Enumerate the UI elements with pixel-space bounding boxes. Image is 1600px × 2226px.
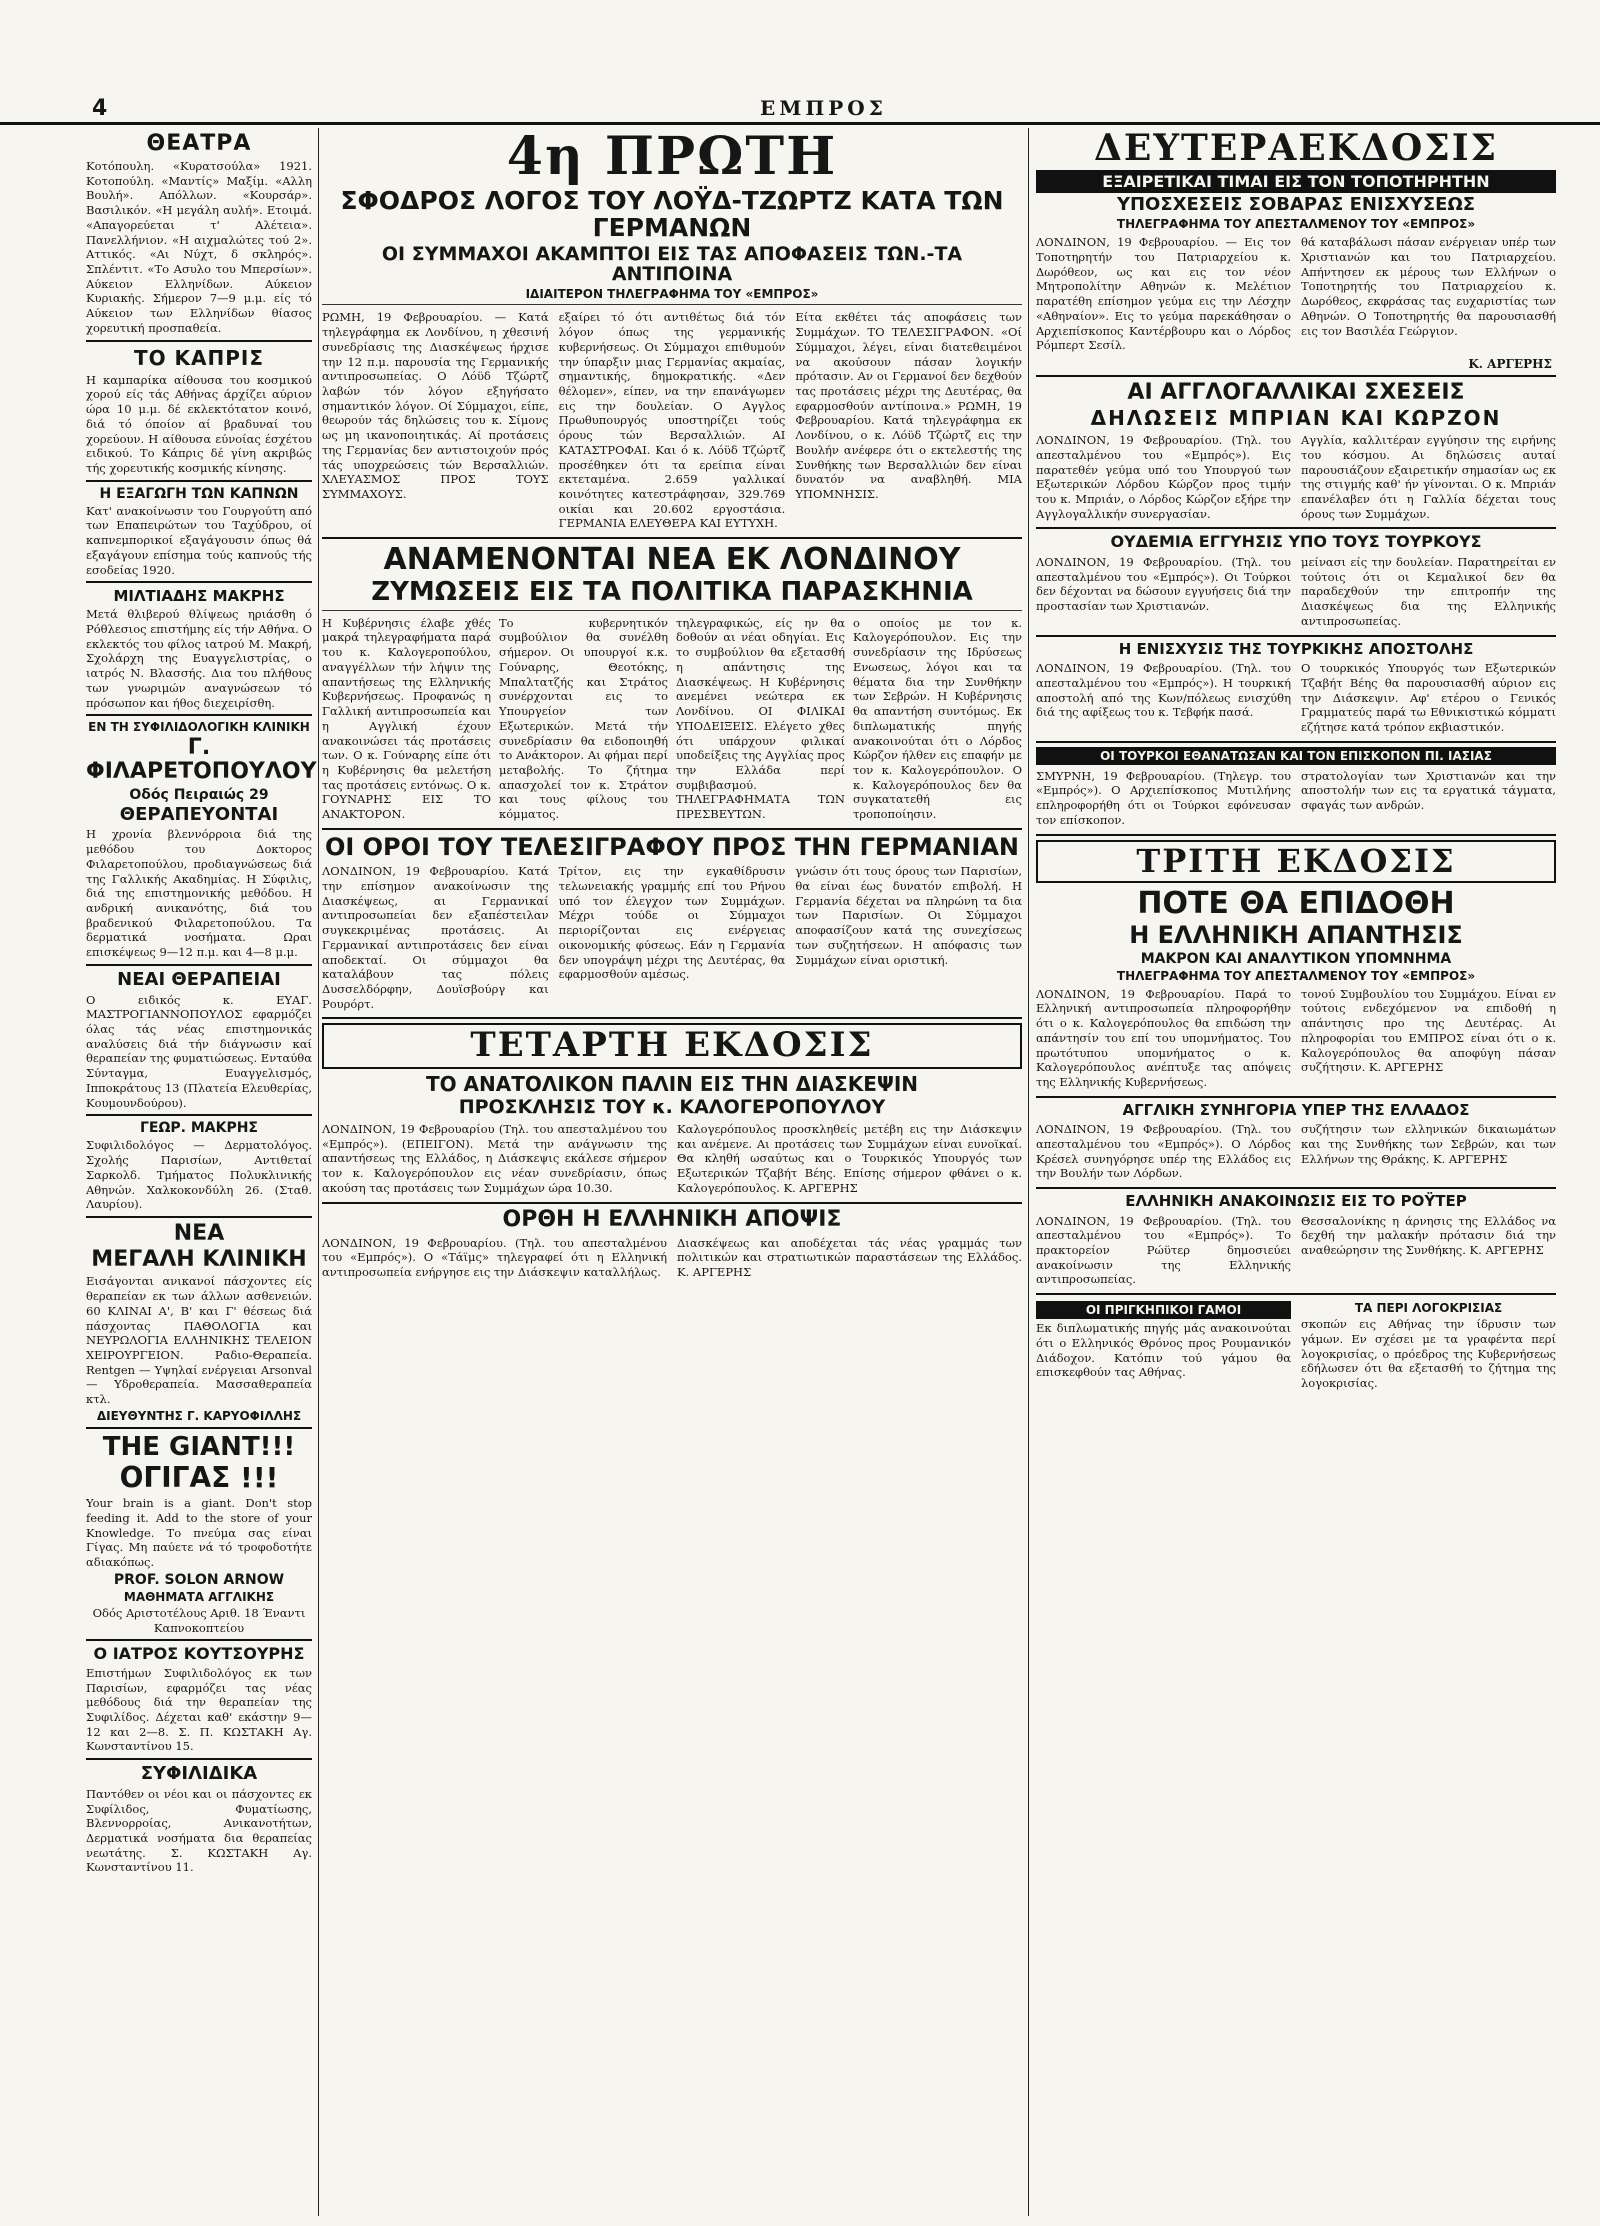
story5-col1: ΛΟΝΔΙΝΟΝ, 19 Φεβρουαρίου. (Τηλ. του απεσταλμένου του «Εμπρός»). Ο «Τάϊμς» τηλεγραφεί ότι η Ελληνική αντιπροσωπεία ενήργησε εις την Διάσκεψιν καταλλήλως. bbox=[322, 1235, 667, 1280]
bottom-right-body bbox=[1036, 1299, 1556, 1393]
third-body bbox=[1036, 985, 1556, 1092]
page-number: 4 bbox=[92, 96, 108, 121]
story2-title2: ΖΥΜΩΣΕΙΣ ΕΙΣ ΤΑ ΠΟΛΙΤΙΚΑ ΠΑΡΑΣΚΗΝΙΑ bbox=[371, 577, 973, 608]
story4-col1: ΛΟΝΔΙΝΟΝ, 19 Φεβρουαρίου (Τηλ. του απεσταλμένου του «Εμπρός»). (ΕΠΕΙΓΟΝ). Μετά την ανάγνωσιν της απαντήσεως της Ελλάδος, η Διάσκεψις εκάλεσε σήμερον τον κ. Καλογερόπουλον εις νέαν συνεδρίασιν, όπως ακούση τας προτάσεις των Συμμάχων ώρα 10.30. bbox=[322, 1121, 667, 1195]
ally-title: ΑΓΓΛΙΚΗ ΣΥΝΗΓΟΡΙΑ ΥΠΕΡ ΤΗΣ ΕΛΛΑΔΟΣ bbox=[1122, 1100, 1470, 1119]
ally-body bbox=[1036, 1120, 1556, 1183]
top-banner: 4η ΠΡΩΤΗ bbox=[506, 128, 838, 187]
reuters-col2: Θεσσαλονίκης η άρνησις της Ελλάδος να δεχθή την μαλακήν πρότασιν διά την αναθεώρησιν της Συνθήκης. Κ. ΑΡΓΕΡΗΣ bbox=[1301, 1213, 1556, 1258]
kapris-text: Η καμπαρίκα αίθουσα του κοσμικού χορού είς τάς Αθήνας άρχίζει αύριον ώρα 10 μ.μ. δέ εκλεκτότατον κοινό, διά τό όποίον αί βραδυναί του χορεύουν. Η αίθουσα εύνοίας έσχέτου ειδικού. Το Κάπρις δέ γίνη ακριβώς τής χορευτικής κοσμικής κίνησης. bbox=[86, 372, 312, 475]
story3-col3: γνώσιν ότι τους όρους των Παρισίων, θα είναι έως δυνατόν επιβολή. Η Γερμανία δέχεται να πληρώνη τα δια των Παρισίων. Οι Σύμμαχοι αποφασίζουν κατά της συνεχίσεως των συζητήσεων. Η απόφασις των Συμμάχων είναι οριστική. bbox=[795, 864, 1022, 967]
aid-col1: ΛΟΝΔΙΝΟΝ, 19 Φεβρουαρίου. (Τηλ. του απεσταλμένου του «Εμπρός»). Η τουρκική αποστολή από της Κων/πόλεως ενισχύθη διά της αφίξεως του κ. Τεβφήκ πασά. bbox=[1036, 661, 1291, 720]
left-column bbox=[86, 128, 319, 2216]
makris2-title: ΓΕΩΡ. ΜΑΚΡΗΣ bbox=[140, 1120, 258, 1137]
story1-body bbox=[322, 308, 1022, 533]
relations-title2: ΔΗΛΩΣΕΙΣ ΜΠΡΙΑΝ ΚΑΙ ΚΩΡΖΟΝ bbox=[1090, 406, 1502, 431]
koutsouris-title: Ο ΙΑΤΡΟΣ ΚΟΥΤΣΟΥΡΗΣ bbox=[93, 1644, 305, 1664]
megali-text: Εισάγονται ανικανοί πάσχοντες είς θεραπείαν εκ των άλλων ασθενειών. 60 ΚΛΙΝΑΙ Α', Β' και Γ' θέσεως διά πάσχοντας ΠΑΘΟΛΟΓΙΑ και ΝΕΥΡΩΛΟΓΙΑ ΕΛΛΗΝΙΚΗΣ ΤΕΛΕΙΟΝ ΧΕΙΡΟΥΡΓΕΙΟΝ. Ραδιο-Θεραπεία. Rentgen — Υψηλαί ενέργειαι Arsonval — Υδροθεραπεία. Μασσαθεραπεία κτλ. bbox=[86, 1274, 312, 1407]
third-banner: ΤΡΙΤΗ ΕΚΔΟΣΙΣ bbox=[1036, 840, 1556, 884]
story3-col1: ΛΟΝΔΙΝΟΝ, 19 Φεβρουαρίου. Κατά την επίσημον ανακοίνωσιν της Διασκέψεως, αι Γερμανικαί αντιπροσωπείαι δεν εξαπέστειλαν συγκεκριμένας προτάσεις. Αι Γερμανικαί αντιπροτάσεις δεν είναι αποδεκταί. Οι σύμμαχοι θα καταλάβουν τας πόλεις Δυσσελδόρφην, Δουϊσβούργ και Ρουρόρτ. bbox=[322, 864, 549, 1011]
censor-title: ΤΑ ΠΕΡΙ ΛΟΓΟΚΡΙΣΙΑΣ bbox=[1354, 1301, 1503, 1316]
makris2-text: Συφιλιδολόγος — Δερματολόγος. Σχολής Παρισίων, Αντιθεταί Σαρκολδ. Τμήματος Πολυκλινικής Αθηνών. Χαλκοκονδύλη 26. (Σταθ. Λαυρίου). bbox=[86, 1138, 312, 1212]
solon-address: Οδός Αριστοτέλους Αριθ. 18 Έναντι Καπνοκοπτείου bbox=[92, 1605, 306, 1635]
ally-col2: συζήτησιν των ελληνικών δικαιωμάτων και της Συνθήκης των Σεβρών, και των Ελλήνων της Θράκης. Κ. ΑΡΓΕΡΗΣ bbox=[1301, 1122, 1556, 1166]
censor-text: σκοπών εις Αθήνας την ίδρυσιν των γάμων. Εν σχέσει με τα γραφέντα περί λογοκρισίας, ο πρόεδρος της Κυβερνήσεως εδήλωσεν ότι θα εξετασθή το ζήτημα της λογοκρισίας. bbox=[1301, 1317, 1556, 1391]
clinic-therapy: ΘΕΡΑΠΕΥΟΝΤΑΙ bbox=[119, 803, 279, 825]
giant-title: THE GIANT!!! bbox=[102, 1431, 296, 1462]
story4-title2: ΠΡΟΣΚΛΗΣΙΣ ΤΟΥ κ. ΚΑΛΟΓΕΡΟΠΟΥΛΟΥ bbox=[458, 1096, 886, 1119]
right-telegram-note: ΤΗΛΕΓΡΑΦΗΜΑ ΤΟΥ ΑΠΕΣΤΑΛΜΕΝΟΥ ΤΟΥ «ΕΜΠΡΟΣ» bbox=[1116, 217, 1476, 232]
turks-body bbox=[1036, 553, 1556, 631]
story2-col3: τηλεγραφικώς, είς ην θα δοθούν αι νέαι οδηγίαι. Εις το συμβούλιον θα εξετασθή η απάντησις της Διασκέψεως. Η Κυβέρνησις ανεμένει νεώτερα εκ Λονδίνου. ΟΙ ΦΙΛΙΚΑΙ ΥΠΟΔΕΙΞΕΙΣ. Ελέγετο χθες ότι υπάρχουν φιλικαί υποδείξεις της Αγγλίας προς την Ελλάδα περί συμβιβασμού. ΤΗΛΕΓΡΑΦΗΜΑΤΑ ΤΩΝ ΠΡΕΣΒΕΥΤΩΝ. bbox=[676, 615, 845, 822]
third-col2: τονού Συμβουλίου του Συμμάχου. Είναι εν τούτοις ενδεχόμενον να επιδοθή η απάντησις προ της Δευτέρας. Αι πληροφορίαι του ΕΜΠΡΟΣ είναι ότι ο κ. Καλογερόπουλος θα αποφύγη πάσαν συζήτησιν. Κ. ΑΡΓΕΡΗΣ bbox=[1301, 986, 1556, 1075]
makris-title: ΜΙΛΤΙΑΔΗΣ ΜΑΚΡΗΣ bbox=[113, 587, 285, 606]
aid-body bbox=[1036, 659, 1556, 737]
third-title1: ΠΟΤΕ ΘΑ ΕΠΙΔΟΘΗ bbox=[1137, 886, 1455, 922]
headline-1: ΣΦΟΔΡΟΣ ΛΟΓΟΣ ΤΟΥ ΛΟΫΔ-ΤΖΩΡΤΖ ΚΑΤΑ ΤΩΝ ΓΕΡΜΑΝΩΝ bbox=[340, 185, 1004, 243]
story5-col2: Διασκέψεως και αποδέχεται τάς νέας γραμμάς των πολιτικών και στρατιωτικών παραστάσεων της Ελλάδος. Κ. ΑΡΓΕΡΗΣ bbox=[677, 1235, 1022, 1280]
crete-title: ΟΙ ΤΟΥΡΚΟΙ ΕΘΑΝΑΤΩΣΑΝ ΚΑΙ ΤΟΝ ΕΠΙΣΚΟΠΟΝ ΠΙ. ΙΑΣΙΑΣ bbox=[1036, 747, 1556, 765]
story1-col2: εξαίρει τό ότι αντιθέτως διά τόν λόγον όπως της γερμανικής κυβερνήσεως. Οι Σύμμαχοι επιθυμούν την ύπαρξιν μιας Γερμανίας ακμαίας, σημαντικής, δημοκρατικής. «Δεν θέλομεν», είπεν, να την επανάγωμεν εις την δουλείαν. Ο Αγγλος Πρωθυπουργός υποστηρίζει τούς όρους τών Βερσαλλιών. ΑΙ ΚΑΤΑΣΤΡΟΦΑΙ. Και ό κ. Λόϋδ Τζώρτζ προσέθηκεν ότι τα ερείπια είναι εκτεταμένα. 2.659 γαλλικαί κοινότητες κατεστράφησαν, 329.769 οικίαι και 20.602 εργοστάσια. ΓΕΡΜΑΝΙΑ ΕΛΕΥΘΕΡΑ ΚΑΙ ΕΥΤΥΧΗ. bbox=[558, 310, 786, 531]
relations-col1: ΛΟΝΔΙΝΟΝ, 19 Φεβρουαρίου. (Τηλ. του απεσταλμένου του «Εμπρός»). Εις παρατεθέν γεύμα υπό του Υπουργού των Εξωτερικών Λόρδου Κώρζον προς τιμήν του κ. Μπριάν, ο Λόρδος Κώρζον εξήρε την Αγγλογαλλικήν συνεργασίαν. bbox=[1036, 433, 1291, 521]
story5-title: ΟΡΘΗ Η ΕΛΛΗΝΙΚΗ ΑΠΟΨΙΣ bbox=[502, 1206, 842, 1232]
aid-col2: Ο τουρκικός Υπουργός των Εξωτερικών Τζαβήτ Βέης θα παρουσιασθή αύριον εις την Διάσκεψιν. Αφ' ετέρου ο Γενικός Γραμματεύς παρά τω Εθνικιστικώ κόμματι εζήτησε κατά τρόπον εκβιαστικόν. bbox=[1301, 661, 1556, 734]
crete-col2: στρατολογίαν των Χριστιανών και την αποστολήν των εις τα εργατικά τάγματα, σφαγάς των ανδρών. bbox=[1301, 768, 1556, 813]
story3-col2: Τρίτον, εις την εγκαθίδρυσιν τελωνειακής γραμμής επί του Ρήνου υπό τον έλεγχον των Συμμάχων. Μέχρι τούδε οι Σύμμαχοι περιορίζονται εις ενέργειας οικονομικής φύσεως. Εάν η Γερμανία δεν υπογράψη μέχρι της Δευτέρας, θα εφαρμοσθούν αμέσως. bbox=[558, 864, 786, 982]
giant-text: Your brain is a giant. Don't stop feeding it. Add to the store of your Knowledge. Το πνεύμα σας είναι Γίγας. Μη παύετε νά τό τροφοδοτήτε αδιακόπως. bbox=[86, 1496, 312, 1570]
aid-title: Η ΕΝΙΣΧΥΣΙΣ ΤΗΣ ΤΟΥΡΚΙΚΗΣ ΑΠΟΣΤΟΛΗΣ bbox=[1118, 639, 1474, 658]
koutsouris-text: Επιστήμων Συφιλιδολόγος εκ των Παρισίων, εφαρμόζει τας νέας μεθόδους διά την θεραπείαν της Συφιλίδος. Δέχεται καθ' εκάστην 9—12 και 2—8. Σ. Π. ΚΩΣΤΑΚΗ Αγ. Κωνσταντίνου 15. bbox=[86, 1665, 312, 1754]
middle-column bbox=[322, 128, 1029, 2216]
turks-col2: μείνασι είς την δουλείαν. Παρατηρείται εν τούτοις ότι οι Κεμαλικοί δεν θα παραδεχθούν την επιτροπήν της Διασκέψεως δια της Ελληνικής αντιπροσωπείας. bbox=[1301, 555, 1556, 628]
story3-title: ΟΙ ΟΡΟΙ ΤΟΥ ΤΕΛΕΣΙΓΡΑΦΟΥ ΠΡΟΣ ΤΗΝ ΓΕΡΜΑΝΙΑΝ bbox=[324, 832, 1020, 861]
newspaper-name: ΕΜΠΡΟΣ bbox=[760, 96, 887, 120]
theatres-text: Κοτόπουλη. «Κυρατσούλα» 1921. Κοτοπούλη. «Μαντίς» Μαξίμ. «Αλλη Βουλή». Απόλλων. «Κουρσάρ». Βασιλικόν. «Η μεγάλη αυλή». Ετοιμά. «Απαγορεύεται τ' Αλέτεια». Πανελλήνιον. «Η αιχμαλώτες τού 2». Αττικός. «Αι Νύχτ, δ σκληρός». Σπλέντιτ. «Το Ασυλο του Μπερσίων». Αύκειον Ελληνίδων. Αύκειον Κυριακής. Σήμερον 7—9 μ.μ. είς τό Αύκειον των Ελληνίδων θίασος χορευτική προσπαθεία. bbox=[86, 159, 312, 335]
clinic-text: Η χρονία βλεννόρροια διά της μεθόδου του Δοκτορος Φιλαρετοπούλου, προδιαγνώσεως διά της Γαλλικής Ακαδημίας. Η Σύφιλις, διά της επιστημονικής μεθόδου. Η ανδρική ανικανότης, διά του βραδενικού Φιλαρετοπούλου. Τα δερματικά νοσήματα. Ωραι επισκέψεως 9—12 π.μ. και 4—8 μ.μ. bbox=[86, 827, 312, 960]
relations-col2: Αγγλία, καλλιτέραν εγγύησιν της ειρήνης του κόσμου. Αι δηλώσεις αυταί παρουσιάζουν εξαιρετικήν σημασίαν ως εκ της στιγμής καθ' ήν γίνονται. Ο κ. Μπριάν επανέλαβεν ότι η Γαλλία δέχεται τους όρους των Συμμάχων. bbox=[1301, 433, 1556, 521]
right-headline-1: ΕΞΑΙΡΕΤΙΚΑΙ ΤΙΜΑΙ ΕΙΣ ΤΟΝ ΤΟΠΟΤΗΡΗΤΗΝ bbox=[1036, 170, 1556, 194]
prince-title: ΟΙ ΠΡΙΓΚΗΠΙΚΟΙ ΓΑΜΟΙ bbox=[1036, 1301, 1291, 1319]
right-banner: ΔΕΥΤΕΡΑΕΚΔΟΣΙΣ bbox=[1093, 128, 1499, 169]
story3-body bbox=[322, 862, 1022, 1013]
right-story1-col2: θά καταβάλωσι πάσαν ενέργειαν υπέρ των Χριστιανών και του Πατριαρχείου. Απήντησεν εκ μέρους των Ελλήνων ο Τοποτηρητής του Πατριαρχείου κ. Δωρόθεος, εκφράσας τας ευχαριστίας των Αθηνών. Ο Τοποτηρητής θα παρουσιασθή εις τον Βασιλέα Γεώργιον. bbox=[1301, 235, 1556, 338]
ogigas-title: ΟΓΙΓΑΣ !!! bbox=[119, 1461, 279, 1495]
solon-title: PROF. SOLON ARNOW bbox=[113, 1571, 285, 1588]
kapris-title: ΤΟ ΚΑΠΡΙΣ bbox=[133, 345, 265, 370]
story4-title1: ΤΟ ΑΝΑΤΟΛΙΚΟΝ ΠΑΛΙΝ ΕΙΣ ΤΗΝ ΔΙΑΣΚΕΨΙΝ bbox=[425, 1072, 919, 1097]
neai-title: ΝΕΑΙ ΘΕΡΑΠΕΙΑΙ bbox=[117, 968, 281, 990]
story4-col2: Καλογερόπουλος προσκληθείς μετέβη εις την Διάσκεψιν και ανέμενε. Αι προτάσεις των Συμμάχων είναι ευνοϊκαί. Θα κληθή ωσαύτως και ο Τουρκικός Υπουργός των Εξωτερικών Τζαβήτ Βέης. Επίσης σήμερον φθάνει ο κ. Καλογερόπουλος. Κ. ΑΡΓΕΡΗΣ bbox=[677, 1121, 1022, 1195]
right-column bbox=[1036, 128, 1556, 2216]
third-col1: ΛΟΝΔΙΝΟΝ, 19 Φεβρουαρίου. Παρά το Ελληνική αντιπροσωπεία πληροφορήθην ότι ο κ. Καλογερόπουλος θα επιδώση την απάντησίν του επί του υπομνήματος. Του πρωτότυπου υπομνήματος ο κ. Καλογερόπουλος ανέπτυξε τας απόψεις της Ελληνικής Κυβερνήσεως. bbox=[1036, 986, 1291, 1089]
story1-col1: ΡΩΜΗ, 19 Φεβρουαρίου. — Κατά τηλεγράφημα εκ Λονδίνου, η χθεσινή συνεδρίασις της Διασκέψεως ήρχισε την 12 π.μ. παρουσία της Γερμανικής αντιπροσωπείας. Ο Λόϋδ Τζώρτζ λαβών τόν λόγον εξηγήσατο σημαντικόν λόγον. Οί Σύμμαχοι, είπε, θεωρούν τάς δηλώσεις του κ. Σίμονς ως μη ικανοποιητικάς. Αί προτάσεις της Γερμανίας δεν αντιστοιχούν πρός τάς υποχρεώσεις τών Βερσαλλιών. ΧΛΕΥΑΣΜΟΣ ΠΡΟΣ ΤΟΥΣ ΣΥΜΜΑΧΟΥΣ. bbox=[322, 310, 549, 501]
story1-col3: Είτα εκθέτει τάς αποφάσεις των Συμμάχων. ΤΟ ΤΕΛΕΣΙΓΡΑΦΟΝ. «Οί Σύμμαχοι, λέγει, είναι διατεθειμένοι να ακούσουν πάσαν λογικήν πρότασιν. Αν οι Γερμανοί δεν δεχθούν τας προτάσεις μέχρι της Δευτέρας, θα εφαρμοσθούν αντίποινα.» ΡΩΜΗ, 19 Φεβρουαρίου. Κατά τηλεγράφημα εκ Λονδίνου, ο κ. Λόϋδ Τζώρτζ εις την Βουλήν ανέφερε ότι ο εκτελεστής της Συνθήκης των Βερσαλλιών δεν είναι δυνατόν να αναβληθή. ΜΙΑ ΥΠΟΜΝΗΣΙΣ. bbox=[795, 310, 1022, 501]
third-note: ΤΗΛΕΓΡΑΦΗΜΑ ΤΟΥ ΑΠΕΣΤΑΛΜΕΝΟΥ ΤΟΥ «ΕΜΠΡΟΣ» bbox=[1116, 968, 1476, 983]
nea-title: ΝΕΑ bbox=[173, 1221, 225, 1247]
neai-text: Ο ειδικός κ. ΕΥΑΓ. ΜΑΣΤΡΟΓΙΑΝΝΟΠΟΥΛΟΣ εφαρμόζει όλας τάς νέας επιστημονικάς αναλύσεις διά τήν διάγνωσιν καί θεραπείαν της φυματιώσεως. Ενταύθα Σύνταγμα, Ευαγγελισμός, Ιπποκράτους 13 (Πλατεία Ελευθερίας, Κουμουνδούρου). bbox=[86, 992, 312, 1110]
story2-title1: ΑΝΑΜΕΝΟΝΤΑΙ ΝΕΑ ΕΚ ΛΟΝΔΙΝΟΥ bbox=[383, 542, 961, 578]
headline-2: ΟΙ ΣΥΜΜΑΧΟΙ ΑΚΑΜΠΤΟΙ ΕΙΣ ΤΑΣ ΑΠΟΦΑΣΕΙΣ ΤΩΝ.-ΤΑ ΑΝΤΙΠΟΙΝΑ bbox=[381, 242, 963, 286]
syfilidika-title: ΣΥΦΙΛΙΔΙΚΑ bbox=[140, 1763, 258, 1785]
crete-col1: ΣΜΥΡΝΗ, 19 Φεβρουαρίου. (Τηλεγρ. του «Εμπρός»). Ο Αρχιεπίσκοπος Μυτιλήνης επληροφορήθη ότι οι Τούρκοι εφόνευσαν τον επίσκοπον. bbox=[1036, 768, 1291, 827]
right-headline-2: ΥΠΟΣΧΕΣΕΙΣ ΣΟΒΑΡΑΣ ΕΝΙΣΧΥΣΕΩΣ bbox=[1116, 194, 1476, 216]
story4-body bbox=[322, 1120, 1022, 1198]
reuters-col1: ΛΟΝΔΙΝΟΝ, 19 Φεβρουαρίου. (Τηλ. του απεσταλμένου του «Εμπρός»). Το πρακτορείον Ρώϋτερ δημοσιεύει ανακοίνωσιν της Ελληνικής αντιπροσωπείας. bbox=[1036, 1213, 1291, 1287]
reuters-title: ΕΛΛΗΝΙΚΗ ΑΝΑΚΟΙΝΩΣΙΣ ΕΙΣ ΤΟ ΡΟΫΤΕΡ bbox=[1125, 1192, 1467, 1211]
relations-title1: ΑΙ ΑΓΓΛΟΓΑΛΛΙΚΑΙ ΣΧΕΣΕΙΣ bbox=[1127, 379, 1465, 405]
tobacco-title: Η ΕΞΑΓΩΓΗ ΤΩΝ ΚΑΠΝΩΝ bbox=[99, 485, 299, 502]
third-title3: ΜΑΚΡΟΝ ΚΑΙ ΑΝΑΛΥΤΙΚΟΝ ΥΠΟΜΝΗΜΑ bbox=[1140, 950, 1452, 967]
story2-col1: Η Κυβέρνησις έλαβε χθές μακρά τηλεγραφήματα παρά του κ. Καλογεροπούλου, αναγγέλλων τήν λήψιν της απαντήσεως της Ελληνικής Κυβερνήσεως. Προφανώς η Γαλλική αντιπροσωπεία και η Αγγλική έχουν ανακοινώσει τάς προτάσεις των. Ο κ. Γούναρης είπε ότι η Κυβέρνησις θα μελετήση τας προτάσεις εντόνως. Ο κ. ΓΟΥΝΑΡΗΣ ΕΙΣ ΤΟ ΑΝΑΚΤΟΡΟΝ. bbox=[322, 615, 491, 822]
crete-body bbox=[1036, 767, 1556, 830]
reuters-body bbox=[1036, 1212, 1556, 1290]
prince-text: Εκ διπλωματικής πηγής μάς ανακοινούται ότι ο Ελληνικός Θρόνος προς Ρουμανικόν Διάδοχον. Κατόπιν τού γάμου θα επισκεφθούν τας Αθήνας. bbox=[1036, 1321, 1291, 1380]
signature: Κ. ΑΡΓΕΡΗΣ bbox=[1468, 356, 1552, 371]
tobacco-text: Κατ' ανακοίνωσιν του Γουργούτη από των Επαπειρώτων του Ταχύδρου, οί καπνεμπορικοί εξαγάγουσιν όπως θά εξαγάγουν επίσημα τούς καπνούς τής εσοδείας 1920. bbox=[86, 503, 312, 577]
story2-body bbox=[322, 614, 1022, 824]
syfilidika-text: Παντόθεν οι νέοι και οι πάσχοντες εκ Συφίλιδος, Φυματίωσης, Βλεννορροίας, Ανικανοτήτων, Δερματικά νοσήματα δια θεραπείας νεωτάτης. Σ. ΚΩΣΤΑΚΗ Αγ. Κωνσταντίνου 11. bbox=[86, 1786, 312, 1875]
subhead: ΙΔΙΑΙΤΕΡΟΝ ΤΗΛΕΓΡΑΦΗΜΑ ΤΟΥ «ΕΜΠΡΟΣ» bbox=[525, 287, 819, 302]
relations-body bbox=[1036, 431, 1556, 523]
makris-text: Μετά θλιβερού θλίψεως ηριάσθη ό Ρόθλεσιος επιστήμης είς τήν Αθήνα. Ο εκλεκτός του φίλος ιατρού Μ. Μακρή, Σχολάρχη της Ευαγγελιστρίας, ο ιατρός Ν. Βλασσής. Δια του πλήθους των γνωριμών αναγνώσεων τό πρόσωπον και ήθος διεχειρίσθη. bbox=[86, 607, 312, 710]
clinic-title: ΕΝ ΤΗ ΣΥΦΙΛΙΔΟΛΟΓΙΚΗ ΚΛΙΝΙΚΗ bbox=[88, 720, 310, 735]
third-title2: Η ΕΛΛΗΝΙΚΗ ΑΠΑΝΤΗΣΙΣ bbox=[1129, 921, 1463, 950]
turks-col1: ΛΟΝΔΙΝΟΝ, 19 Φεβρουαρίου. (Τηλ. του απεσταλμένου του «Εμπρός»). Οι Τούρκοι δεν δέχονται να δώσουν εγγυήσεις διά την προστασίαν των Χριστιανών. bbox=[1036, 555, 1291, 614]
story4-banner: ΤΕΤΑΡΤΗ ΕΚΔΟΣΙΣ bbox=[322, 1023, 1022, 1069]
ally-col1: ΛΟΝΔΙΝΟΝ, 19 Φεβρουαρίου. (Τηλ. του απεσταλμένου του «Εμπρός»). Ο Λόρδος Κρέσελ συνηγόρησε υπέρ της Ελλάδος εις την Βουλήν των Λόρδων. bbox=[1036, 1122, 1291, 1181]
solon-subtitle: ΜΑΘΗΜΑΤΑ ΑΓΓΛΙΚΗΣ bbox=[123, 1589, 275, 1604]
theatres-title: ΘΕΑΤΡΑ bbox=[146, 131, 252, 156]
turks-title: ΟΥΔΕΜΙΑ ΕΓΓΥΗΣΙΣ ΥΠΟ ΤΟΥΣ ΤΟΥΡΚΟΥΣ bbox=[1110, 532, 1482, 552]
clinic-address: Οδός Πειραιώς 29 bbox=[129, 786, 269, 803]
megali-director: ΔΙΕΥΘΥΝΤΗΣ Γ. ΚΑΡΥΟΦΙΛΛΗΣ bbox=[96, 1408, 302, 1423]
megali-title: ΜΕΓΑΛΗ ΚΛΙΝΙΚΗ bbox=[91, 1247, 307, 1273]
story2-col2: Το κυβερνητικόν συμβούλιον θα συνέλθη σήμερον. Οι υπουργοί κ.κ. Γούναρης, Θεοτόκης, Μπαλτατζής και Στράτος συνέρχονται εις το Υπουργείον των Εξωτερικών. Μετά τήν συνεδρίασιν θα ειδοποιηθή το Ανάκτορον. Αι φήμαι περί μεταβολής. Το ζήτημα απασχολεί τον κ. Στράτον και τους φίλους του κόμματος. bbox=[499, 615, 668, 822]
masthead bbox=[0, 96, 1600, 125]
right-story1-body bbox=[1036, 233, 1556, 355]
story2-col4: ο οποίος με τον κ. Καλογερόπουλον. Εις την συνεδρίασιν της Ιδρύσεως Ενωσεως, λόγοι και τα θέματα δια την Συνθήκην των Σεβρών. Η Κυβέρνησις θα απαντήση συντόμως. Εκ διπλωματικής πηγής ανακοινούται ότι ο Λόρδος Κώρζον ήλθεν εις επαφήν με τον κ. Καλογερόπουλον. Ο κ. Καλογερόπουλος δεν θα συγκατατεθή εις τροποποίησιν. bbox=[853, 615, 1022, 822]
story5-body bbox=[322, 1234, 1022, 1282]
right-story1-col1: ΛΟΝΔΙΝΟΝ, 19 Φεβρουαρίου. — Εις τον Τοποτηρητήν του Πατριαρχείου κ. Δωρόθεον, ως και εις τον νέον Μητροπολίτην Αθηνών κ. Μελέτιον παρατέθη επίσημον γεύμα εις την Λέσχην «Αθηναίον». Εις το γεύμα παρεκάθησαν ο Αρχιεπίσκοπος Καντέρβουρυ και ο Λόρδος Ρόμπερτ Σεσίλ. bbox=[1036, 235, 1291, 353]
clinic-doctor: Γ. ΦΙΛΑΡΕΤΟΠΟΥΛΟΥ bbox=[86, 735, 317, 785]
